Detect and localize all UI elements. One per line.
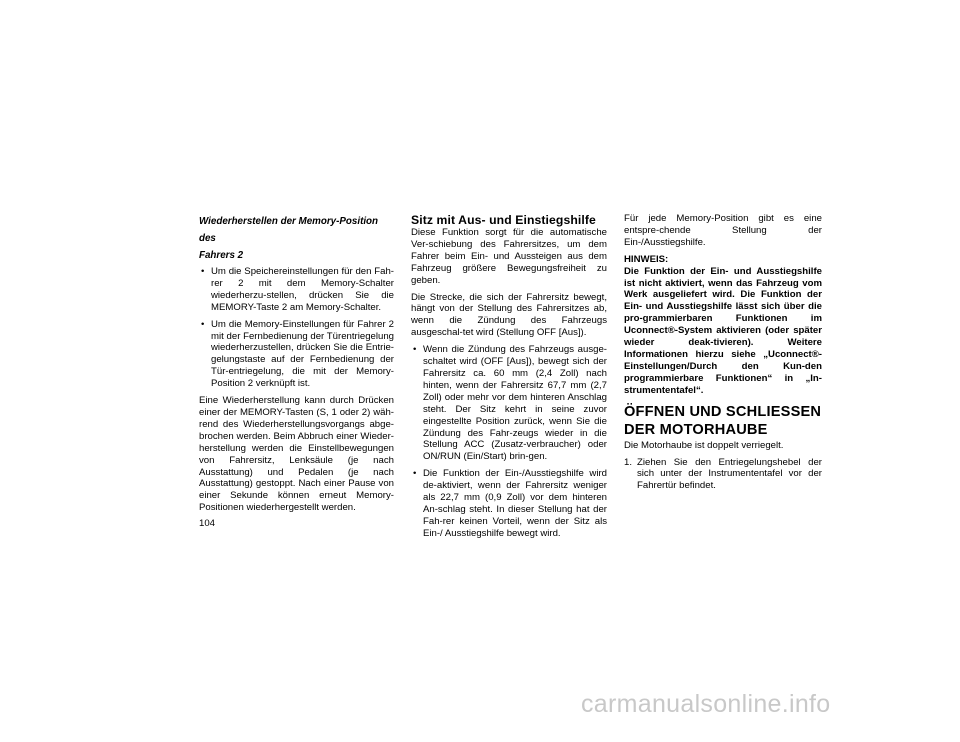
list-item-text: Um die Memory-Einstellungen für Fahrer 2 mit der Fernbedienung der Türentriegelung wiederherzustellen, drücken Sie die Entrie-gelungstaste auf der Fernbedienung der Tür-entriegelung, die mit der Memory-Position 2 verknüpft ist. xyxy=(211,318,394,390)
bullet-icon: • xyxy=(201,266,205,277)
bullet-icon: • xyxy=(201,318,205,330)
list-item xyxy=(624,457,822,493)
section-heading: Sitz mit Aus- und Einstiegshilfe xyxy=(411,213,596,227)
column-right xyxy=(624,213,822,492)
column-middle xyxy=(411,214,607,545)
list-item-text: Die Funktion der Ein-/Ausstiegshilfe wird de-aktiviert, wenn der Fahrersitz weniger als 22,7 mm (0,9 Zoll) vor dem hinteren An-schlag steht. In dieser Stellung hat der Fah-rer keinen Vorteil, wenn der Sitz als Ein-/ Ausstiegshilfe bewegt wird. xyxy=(423,468,607,539)
section-subheading xyxy=(199,213,394,264)
body-paragraph: Diese Funktion sorgt für die automatische Ver-schiebung des Fahrersitzes, um dem Fahrer beim Ein- und Aussteigen aus dem Fahrzeug größere Bewegungsfreiheit zu geben. xyxy=(411,227,607,286)
note-text: Die Funktion der Ein- und Ausstiegshilfe ist nicht aktiviert, wenn das Fahrzeug vom Werk ausgeliefert wird. Die Funktion der Ein- und Ausstiegshilfe lässt sich über die pro-grammierbaren Funktionen im Uconnect®-System aktivieren (oder später wieder deak-tivieren). Weitere Informationen hierzu siehe „Uconnect®-Einstellungen/Durch den Kun-den programmierbare Funktionen“ in „In-strumententafel“. xyxy=(624,265,822,396)
list-item-text: Um die Speichereinstellungen für den Fah-rer 2 mit dem Memory-Schalter wiederherzu-stellen, drücken Sie die MEMORY-Taste 2 am Memory-Schalter. xyxy=(211,266,394,313)
subheading-line-1: Wiederherstellen der Memory-Position des xyxy=(199,216,379,244)
step-text: Ziehen Sie den Entriegelungshebel der sich unter der Instrumententafel vor der Fahrertür befindet. xyxy=(637,456,822,492)
body-paragraph: Die Motorhaube ist doppelt verriegelt. xyxy=(624,439,784,451)
chapter-heading-line-1: ÖFFNEN UND SCHLIESSEN xyxy=(624,403,822,420)
bullet-icon: • xyxy=(413,468,417,480)
list-item xyxy=(199,266,394,314)
page-number: 104 xyxy=(199,518,216,529)
bullet-list xyxy=(411,344,607,540)
body-paragraph: Eine Wiederherstellung kann durch Drücken einer der MEMORY-Tasten (S, 1 oder 2) wäh-rend des Wiederherstellungsvorgangs abge-brochen werden. Beim Abbruch einer Wieder-herstellung werden die Einstellbewegungen von Fahrersitz, Lenksäule (je nach Ausstattung) und Pedalen (je nach Ausstattung) gestoppt. Nach einer Pause von einer Sekunde können erneut Memory-Positionen wiederhergestellt werden. xyxy=(199,395,394,514)
body-paragraph: Die Strecke, die sich der Fahrersitz bewegt, hängt von der Stellung des Fahrersitzes ab, wenn die Zündung des Fahrzeugs ausgeschal-tet wird (Stellung OFF [Aus]). xyxy=(411,291,607,339)
bullet-icon: • xyxy=(413,344,417,356)
list-item xyxy=(411,344,607,463)
body-paragraph: Für jede Memory-Position gibt es eine entspre-chende Stellung der Ein-/Ausstiegshilfe. xyxy=(624,213,822,248)
step-number: 1. xyxy=(624,456,633,468)
list-item xyxy=(411,468,607,539)
chapter-heading-line-2: DER MOTORHAUBE xyxy=(624,421,768,438)
bullet-list xyxy=(199,266,394,390)
list-item-text: Wenn die Zündung des Fahrzeugs ausge-schaltet wird (OFF [Aus]), bewegt sich der Fahrersitz ca. 60 mm (2,4 Zoll) nach hinten, wenn der Fahrersitz 67,7 mm (2,7 Zoll) oder mehr vor dem hinteren Anschlag steht. Der Sitz kehrt in seine zuvor eingestellte Position zurück, wenn Sie die Zündung des Fahr-zeugs wieder in die Stellung ACC (Zusatz-verbraucher) oder ON/RUN (Ein/Start) brin-gen. xyxy=(423,344,607,463)
note-label: HINWEIS: xyxy=(624,253,669,265)
watermark: carmanualsonline.info xyxy=(581,690,831,718)
column-left xyxy=(199,213,394,519)
subheading-line-2: Fahrers 2 xyxy=(199,250,244,261)
numbered-list xyxy=(624,457,822,493)
list-item xyxy=(199,319,394,390)
chapter-heading xyxy=(624,403,822,439)
